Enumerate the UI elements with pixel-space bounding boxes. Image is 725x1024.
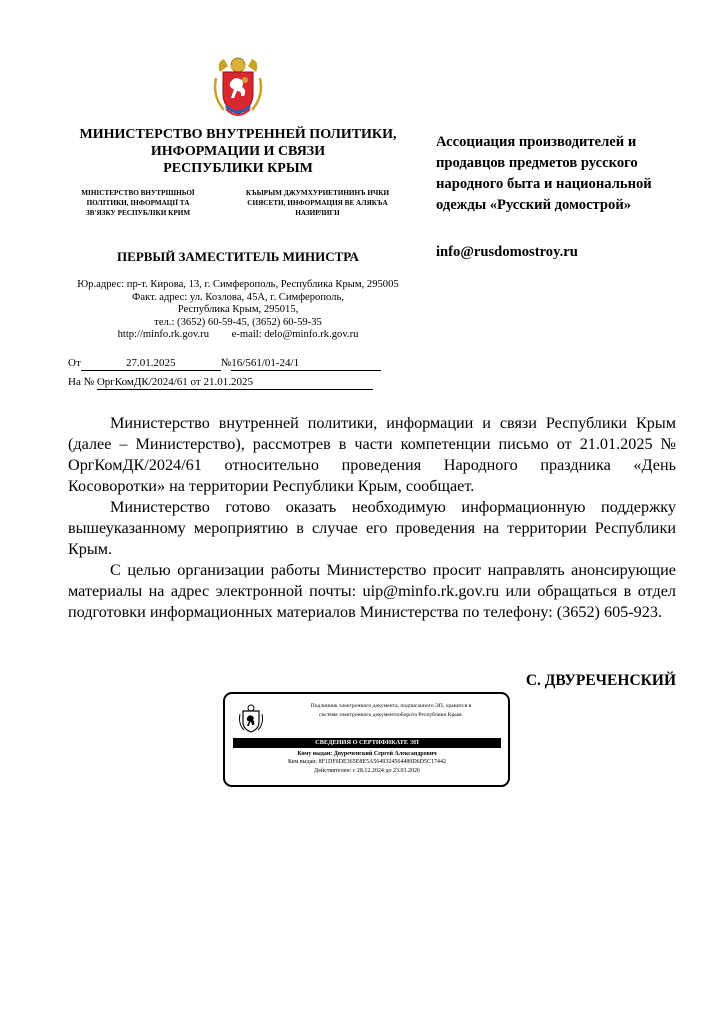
ministry-name [60,126,416,177]
recipient-line: Ассоциация производителей и [436,134,637,150]
sender-position: ПЕРВЫЙ ЗАМЕСТИТЕЛЬ МИНИСТРА [117,249,359,264]
phone-numbers: тел.: (3652) 60-59-45, (3652) 60-59-35 [154,316,322,328]
certificate-validity: Действителен: с 28.12.2024 до 23.03.2026 [314,767,420,774]
body-paragraph: Министерство готово оказать необходимую информационную поддержку вышеуказанному мероприятию в случае его проведения на территории Республики Крым. [68,498,676,558]
outgoing-number: 16/561/01-24/1 [231,356,381,371]
recipient-email[interactable]: info@rusdomostroy.ru [436,244,578,260]
reply-label: На № [68,376,95,388]
actual-address: Факт. адрес: ул. Козлова, 45А, г. Симферополь, [132,291,344,303]
recipient-line: продавцов предметов русского [436,155,638,171]
website-link[interactable]: http://minfo.rk.gov.ru [117,329,209,340]
certificate-header: СВЕДЕНИЯ О СЕРТИФИКАТЕ ЭП [233,738,501,748]
number-label: № [220,357,232,369]
incoming-reference [68,375,373,390]
certificate-issued-to: Кому выдан: Двуреченский Сергей Александрович [297,751,437,757]
certificate-details [233,750,501,775]
ministry-ua-line: ПОЛІТИКИ, ІНФОРМАЦІЇ ТА [86,199,190,207]
ministry-ua-line: ЗВ'ЯЗКУ РЕСПУБЛІКИ КРИМ [85,209,191,217]
date-label: От [68,357,81,369]
outgoing-reference [68,356,381,371]
email-link[interactable]: e-mail: delo@minfo.rk.gov.ru [231,329,359,340]
ministry-ct-line: НАЗИРЛИГИ [295,209,340,217]
recipient-line: одежды «Русский домострой» [436,197,632,213]
sender-address-block [60,279,416,342]
ministry-ua-line: МІНІСТЕРСТВО ВНУТРІШНЬОЇ [81,189,195,197]
letter-body [68,413,676,623]
actual-address-cont: Республика Крым, 295015, [177,304,299,315]
crimea-coat-of-arms-icon [212,56,264,120]
signer-name: С. ДВУРЕЧЕНСКИЙ [525,672,676,689]
legal-address: Юр.адрес: пр-т. Кирова, 13, г. Симферополь, Республика Крым, 295005 [77,279,399,290]
stamp-note [275,702,507,720]
certificate-issued-by: Кем выдан: 8F1DF6DE365E8E5A5649324564489D6D5C17442 [287,759,447,766]
stamp-note-line: Подлинник электронного документа, подписанного ЭП, хранится в [310,703,472,709]
ministry-ct-line: СИЯСЕТИ, ИНФОРМАЦИЯ ВЕ АЛЯКЪА [247,199,388,207]
stamp-note-line: системе электронного документооборота Республики Крым. [319,712,463,718]
ministry-name-line: МИНИСТЕРСТВО ВНУТРЕННЕЙ ПОЛИТИКИ, [79,127,397,142]
outgoing-date: 27.01.2025 [81,356,221,371]
electronic-signature-stamp [223,692,510,787]
ministry-ct-line: КЪЫРЫМ ДЖУМХУРИЕТИНИНЪ ИЧКИ [245,189,390,197]
ministry-name-line: РЕСПУБЛИКИ КРЫМ [163,161,313,176]
recipient-line: народного быта и национальной [436,176,652,192]
recipient-name [436,132,706,216]
ministry-name-ukrainian [64,188,212,218]
ministry-name-line: ИНФОРМАЦИИ И СВЯЗИ [150,144,326,159]
stamp-coat-of-arms-icon [238,704,264,734]
reply-reference: ОргКомДК/2024/61 от 21.01.2025 [97,375,373,390]
body-paragraph: Министерство внутренней политики, информации и связи Республики Крым (далее – Министерство), рассмотрев в части компетенции письмо от 21.01.2025 № ОргКомДК/2024/61 относительно проведения Народного праздника «День Косоворотки» на территории Республики Крым, сообщает. [68,414,676,495]
ministry-name-crimean-tatar [225,188,410,218]
body-paragraph: С целью организации работы Министерство просит направлять анонсирующие материалы на адрес электронной почты: uip@minfo.rk.gov.ru или обращаться в отдел подготовки информационных материалов Министерства по телефону: (3652) 605-923. [68,561,676,621]
